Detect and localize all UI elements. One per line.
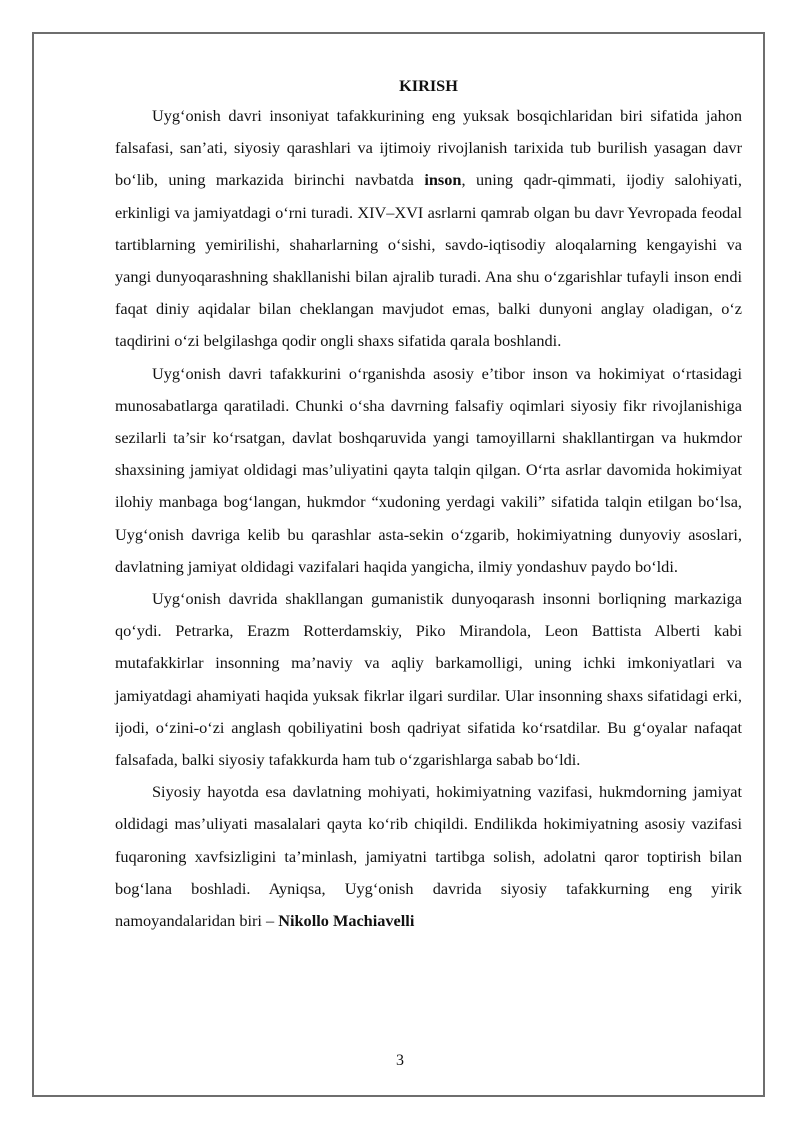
paragraph-text: , uning qadr-qimmati, ijodiy salohiyati, erkinligi va jamiyatdagi o‘rni turadi. XIV–XVI asrlarni qamrab olgan bu davr Yevropada feodal tartiblarning yemirilishi, shaharlarning o‘sishi, savdo-iqtisodiy aloqalarning kengayishi va yangi dunyoqarashning shakllanishi bilan ajralib turadi. Ana shu o‘zgarishlar tufayli inson endi faqat diniy aqidalar bilan cheklangan mavjudot emas, balki dunyoni anglay oladigan, o‘z taqdirini o‘zi belgilashga qodir ongli shaxs sifatida qarala boshlandi. [115, 170, 742, 351]
page-number: 3 [396, 1052, 404, 1069]
paragraph-3: Uyg‘onish davrida shakllangan gumanistik dunyoqarash insonni borliqning markaziga qo‘ydi. Petrarka, Erazm Rotterdamskiy, Piko Mirandola, Leon Battista Alberti kabi mutafakkirlar insonning ma’naviy va aqliy barkamolligi, uning ichki imkoniyatlari va jamiyatdagi ahamiyati haqida yuksak fikrlar ilgari surdilar. Ular insonning shaxs sifatidagi erki, ijodi, o‘zini-o‘zi anglash qobiliyatini bosh qadriyat sifatida ko‘rsatdilar. Bu g‘oyalar nafaqat falsafada, balki siyosiy tafakkurda ham tub o‘zgarishlarga sabab bo‘ldi. [115, 589, 742, 770]
bold-name-machiavelli: Nikollo Machiavelli [278, 911, 415, 931]
bold-term-inson: inson [424, 170, 462, 190]
section-heading: KIRISH [399, 76, 458, 95]
paragraph-text: Siyosiy hayotda esa davlatning mohiyati, hokimiyatning vazifasi, hukmdorning jamiyat oldidagi mas’uliyati masalalari qayta ko‘rib chiqildi. Endilikda hokimiyatning asosiy vazifasi fuqaroning xavfsizligini ta’minlash, jamiyatni tartibga solish, adolatni qaror toptirish bilan bog‘lana boshladi. Ayniqsa, Uyg‘onish davrida siyosiy tafakkurning eng yirik namoyandalaridan biri – [115, 782, 742, 931]
paragraph-1 [115, 100, 742, 358]
paragraph-text: Uyg‘onish davri insoniyat tafakkurining eng yuksak bosqichlaridan biri sifatida jahon falsafasi, san’ati, siyosiy qarashlari va ijtimoiy rivojlanish tarixida tub burilish yasagan davr bo‘lib, uning markazida birinchi navbatda [115, 106, 742, 190]
paragraph-2: Uyg‘onish davri tafakkurini o‘rganishda asosiy e’tibor inson va hokimiyat o‘rtasidagi munosabatlarga qaratiladi. Chunki o‘sha davrning falsafiy oqimlari siyosiy fikr rivojlanishiga sezilarli ta’sir ko‘rsatgan, davlat boshqaruvida yangi tamoyillarni shakllantirgan va hukmdor shaxsining jamiyat oldidagi mas’uliyatini qayta talqin qilgan. O‘rta asrlar davomida hokimiyat ilohiy manbaga bog‘langan, hukmdor “xudoning yerdagi vakili” sifatida talqin etilgan bo‘lsa, Uyg‘onish davriga kelib bu qarashlar asta-sekin o‘zgarib, hokimiyatning dunyoviy asoslari, davlatning jamiyat oldidagi vazifalari haqida yangicha, ilmiy yondashuv paydo bo‘ldi. [115, 363, 742, 576]
document-body [115, 72, 742, 937]
paragraph-4 [115, 776, 742, 937]
